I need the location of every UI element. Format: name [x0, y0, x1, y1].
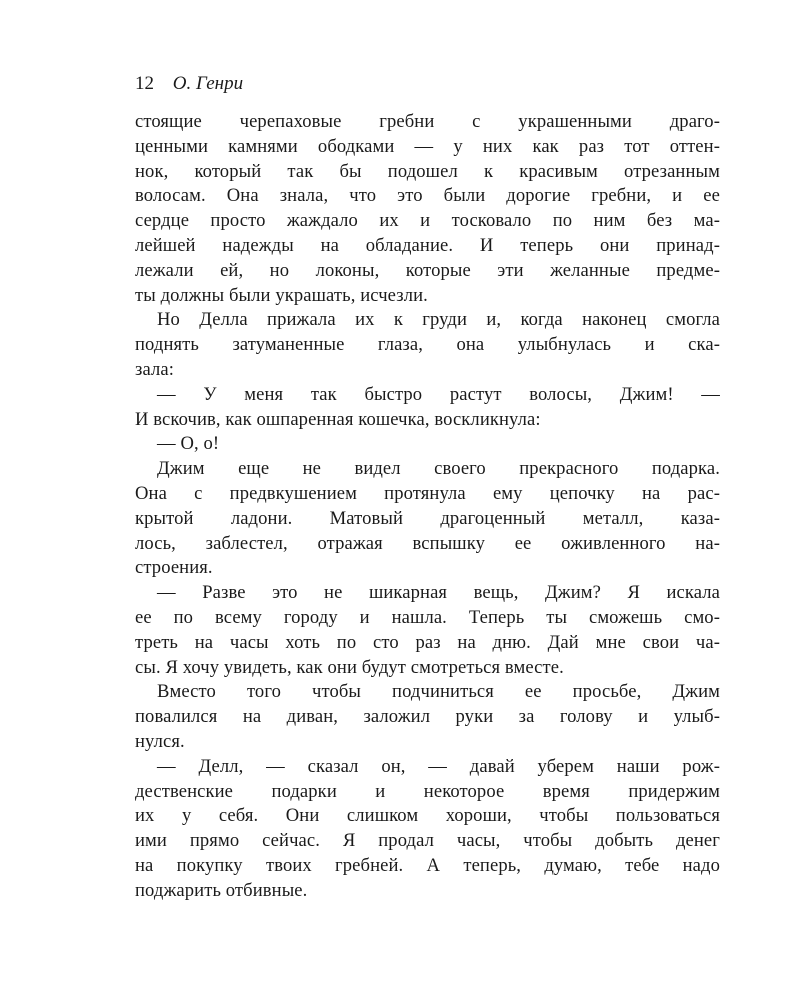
text-line: повалился на диван, заложил руки за голову и улыб- [135, 706, 720, 728]
text-line: ты должны были украшать, исчезли. [135, 284, 428, 306]
text-line: лежали ей, но локоны, которые эти желанные предме- [135, 259, 720, 281]
page-number: 12 [135, 73, 154, 94]
book-page [135, 72, 720, 904]
text-line: поднять затуманенные глаза, она улыбнулась и ска- [135, 334, 720, 356]
text-line: на покупку твоих гребней. А теперь, думаю, тебе надо [135, 854, 720, 876]
text-line: крытой ладони. Матовый драгоценный металл, каза- [135, 507, 720, 529]
text-line: нок, который так бы подошел к красивым отрезанным [135, 160, 720, 182]
text-line: — Делл, — сказал он, — давай уберем наши рож- [157, 755, 720, 777]
text-line: поджарить отбивные. [135, 879, 308, 901]
text-line: ими прямо сейчас. Я продал часы, чтобы добыть денег [135, 830, 720, 852]
text-line: сы. Я хочу увидеть, как они будут смотреться вместе. [135, 656, 564, 678]
text-line: волосам. Она знала, что это были дорогие гребни, и ее [135, 185, 720, 207]
author-name: О. Генри [172, 73, 244, 94]
text-line: строения. [135, 557, 213, 579]
text-line: дественские подарки и некоторое время придержим [135, 780, 720, 802]
text-line: их у себя. Они слишком хороши, чтобы пользоваться [135, 805, 720, 827]
text-line: И вскочив, как ошпаренная кошечка, воскликнула: [135, 408, 541, 430]
running-header [135, 72, 720, 96]
text-line: лейшей надежды на обладание. И теперь они принад- [135, 234, 720, 256]
text-line: ценными камнями ободками — у них как раз тот оттен- [135, 135, 720, 157]
text-line: сердце просто жаждало их и тосковало по ним без ма- [135, 210, 720, 232]
text-line: Вместо того чтобы подчиниться ее просьбе, Джим [157, 681, 720, 703]
text-line: — У меня так быстро растут волосы, Джим! — [157, 383, 720, 405]
text-line: нулся. [135, 730, 185, 752]
text-line: лось, заблестел, отражая вспышку ее оживленного на- [135, 532, 720, 554]
text-line: Она с предвкушением протянула ему цепочку на рас- [135, 482, 720, 504]
text-line: стоящие черепаховые гребни с украшенными драго- [135, 111, 720, 132]
text-line: Джим еще не видел своего прекрасного подарка. [157, 458, 720, 480]
text-line: ее по всему городу и нашла. Теперь ты сможешь смо- [135, 606, 720, 628]
text-line: — О, о! [157, 433, 220, 455]
text-line: зала: [135, 358, 174, 380]
text-line: Но Делла прижала их к груди и, когда наконец смогла [157, 309, 720, 331]
body-text [135, 110, 720, 904]
text-line: треть на часы хоть по сто раз на дню. Дай мне свои ча- [135, 631, 720, 653]
text-line: — Разве это не шикарная вещь, Джим? Я искала [157, 582, 720, 604]
